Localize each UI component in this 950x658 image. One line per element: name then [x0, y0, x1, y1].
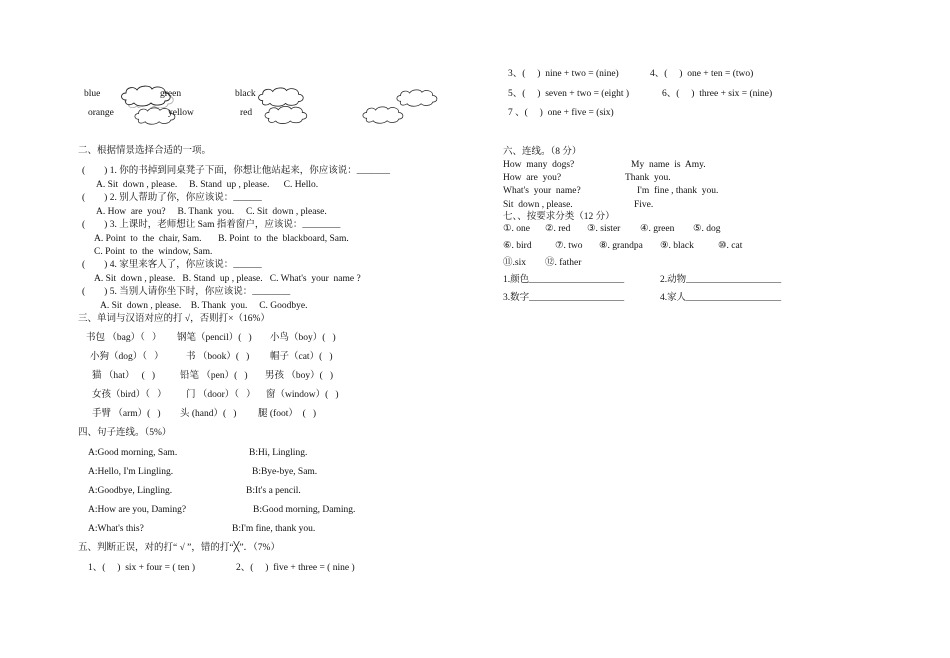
s2-options-1: A. Sit down , please. B. Stand up , please. C. Hello. — [96, 180, 319, 190]
s2-options-3: A. Point to the chair, Sam. B. Point to the blackboard, Sam. — [94, 234, 349, 244]
s2-question-2: ( ) 2. 别人帮助了你，你应该说：______ — [82, 193, 262, 203]
s6-right: Five. — [634, 200, 654, 210]
s4-left: A:Good morning, Sam. — [88, 448, 178, 458]
s4-left: A:What's this? — [88, 524, 144, 534]
s6-left: What's your name? — [503, 186, 581, 196]
s3-item: 猫 （hat） ( ) — [92, 371, 156, 381]
s2-question-1: ( ) 1. 你的书掉到同桌凳子下面，你想让他站起来，你应该说：_______ — [82, 166, 390, 176]
s3-item: 头 (hand）( ) — [180, 409, 237, 419]
s7-word: ⑦. two — [555, 241, 583, 251]
cloud-icon — [262, 103, 310, 127]
s3-item: 铅笔 （pen）( ) — [180, 371, 248, 381]
section2-title: 二、根据情景选择合适的一项。 — [78, 146, 212, 156]
color-word-yellow: yellow — [168, 108, 194, 118]
s6-right: I'm fine , thank you. — [637, 186, 719, 196]
s4-right: B:Good morning, Daming. — [253, 505, 356, 515]
s2-options-5: A. Sit down , please. B. Thank you. C. Goodbye. — [100, 301, 308, 311]
s5-item: 4、( ) one + ten = (two) — [650, 69, 754, 79]
s7-word: ⑫. father — [545, 258, 582, 268]
s3-item: 钢笔（pencil）( ) — [177, 333, 252, 343]
s5-item: 3、( ) nine + two = (nine) — [508, 69, 619, 79]
s6-right: Thank you. — [625, 173, 671, 183]
s3-item: 窗（window）( ) — [266, 390, 339, 400]
s7-word: ⑩. cat — [718, 241, 743, 251]
s6-right: My name is Amy. — [631, 160, 706, 170]
section3-title: 三、单词与汉语对应的打 √，否则打×（16%） — [78, 314, 270, 324]
s5-item: 7 、( ) one + five = (six) — [508, 108, 614, 118]
s5-item: 5、( ) seven + two = (eight ) — [508, 89, 629, 99]
s3-item: 书包 （bag）（ ） — [86, 333, 162, 343]
s4-right: B:I'm fine, thank you. — [232, 524, 316, 534]
s7-word: ⑥. bird — [503, 241, 532, 251]
s5-item: 6、( ) three + six = (nine) — [662, 89, 773, 99]
s3-item: 书 （book）( ) — [186, 352, 250, 362]
s7-category: 1.颜色____________________ — [503, 275, 625, 285]
s3-item: 腿 (foot） ( ) — [258, 409, 317, 419]
s7-word: ②. red — [545, 224, 571, 234]
color-word-red: red — [240, 108, 253, 118]
s6-left: Sit down , please. — [503, 200, 573, 210]
s4-left: A:How are you, Daming? — [88, 505, 187, 515]
s3-item: 男孩 （boy）( ) — [265, 371, 334, 381]
s3-item: 门 （door）（ ） — [186, 390, 256, 400]
s2-options-3c: C. Point to the window, Sam. — [94, 247, 213, 257]
s4-left: A:Goodbye, Lingling. — [88, 486, 173, 496]
s6-left: How many dogs? — [503, 160, 575, 170]
s3-item: 手臂 （arm）( ) — [92, 409, 161, 419]
s7-word: ⑤. dog — [693, 224, 721, 234]
s2-question-5: ( ) 5. 当别人请你坐下时，你应该说：________ — [82, 287, 291, 297]
s2-options-4: A. Sit down , please. B. Stand up , please. C. What's your name ? — [94, 274, 361, 284]
s7-word: ⑧. grandpa — [599, 241, 643, 251]
section5-title: 五、判断正误，对的打“ √ ”，错的打“╳”．（7%） — [78, 543, 280, 553]
s7-category: 2.动物____________________ — [660, 275, 782, 285]
s2-question-4: ( ) 4. 家里来客人了，你应该说：______ — [82, 260, 262, 270]
s7-word: ①. one — [503, 224, 530, 234]
s3-item: 女孩（bird）（ ） — [92, 390, 167, 400]
color-word-black: black — [235, 89, 256, 99]
s3-item: 小狗（dog）（ ） — [90, 352, 164, 362]
s4-left: A:Hello, I'm Lingling. — [88, 467, 174, 477]
section7-title: 七、、按要求分类（12 分） — [503, 212, 615, 222]
s3-item: 帽子（cat）( ) — [270, 352, 333, 362]
color-word-blue: blue — [84, 89, 101, 99]
s4-right: B:Bye-bye, Sam. — [252, 467, 318, 477]
s5-item: 1、( ) six + four = ( ten ) — [88, 563, 196, 573]
s4-right: B:It's a pencil. — [246, 486, 301, 496]
section4-title: 四、句子连线。（5%） — [78, 428, 172, 438]
s7-word: ③. sister — [587, 224, 621, 234]
s2-question-3: ( ) 3. 上课时，老师想让 Sam 指着窗户，应该说：________ — [82, 220, 341, 230]
s7-word: ⑨. black — [660, 241, 694, 251]
s7-word: ④. green — [640, 224, 675, 234]
s7-word: ⑪.six — [503, 258, 526, 268]
s2-options-2: A. How are you? B. Thank you. C. Sit down , please. — [96, 207, 327, 217]
s4-right: B:Hi, Lingling. — [249, 448, 308, 458]
color-word-orange: orange — [88, 108, 114, 118]
s5-item: 2、( ) five + three = ( nine ) — [236, 563, 355, 573]
section6-title: 六、连线。（8 分） — [503, 147, 582, 157]
cloud-icon — [394, 86, 440, 110]
color-word-green: green — [160, 89, 182, 99]
s3-item: 小鸟（boy）( ) — [270, 333, 336, 343]
s6-left: How are you? — [503, 173, 562, 183]
s7-category: 3.数字____________________ — [503, 293, 625, 303]
s7-category: 4.家人____________________ — [660, 293, 782, 303]
